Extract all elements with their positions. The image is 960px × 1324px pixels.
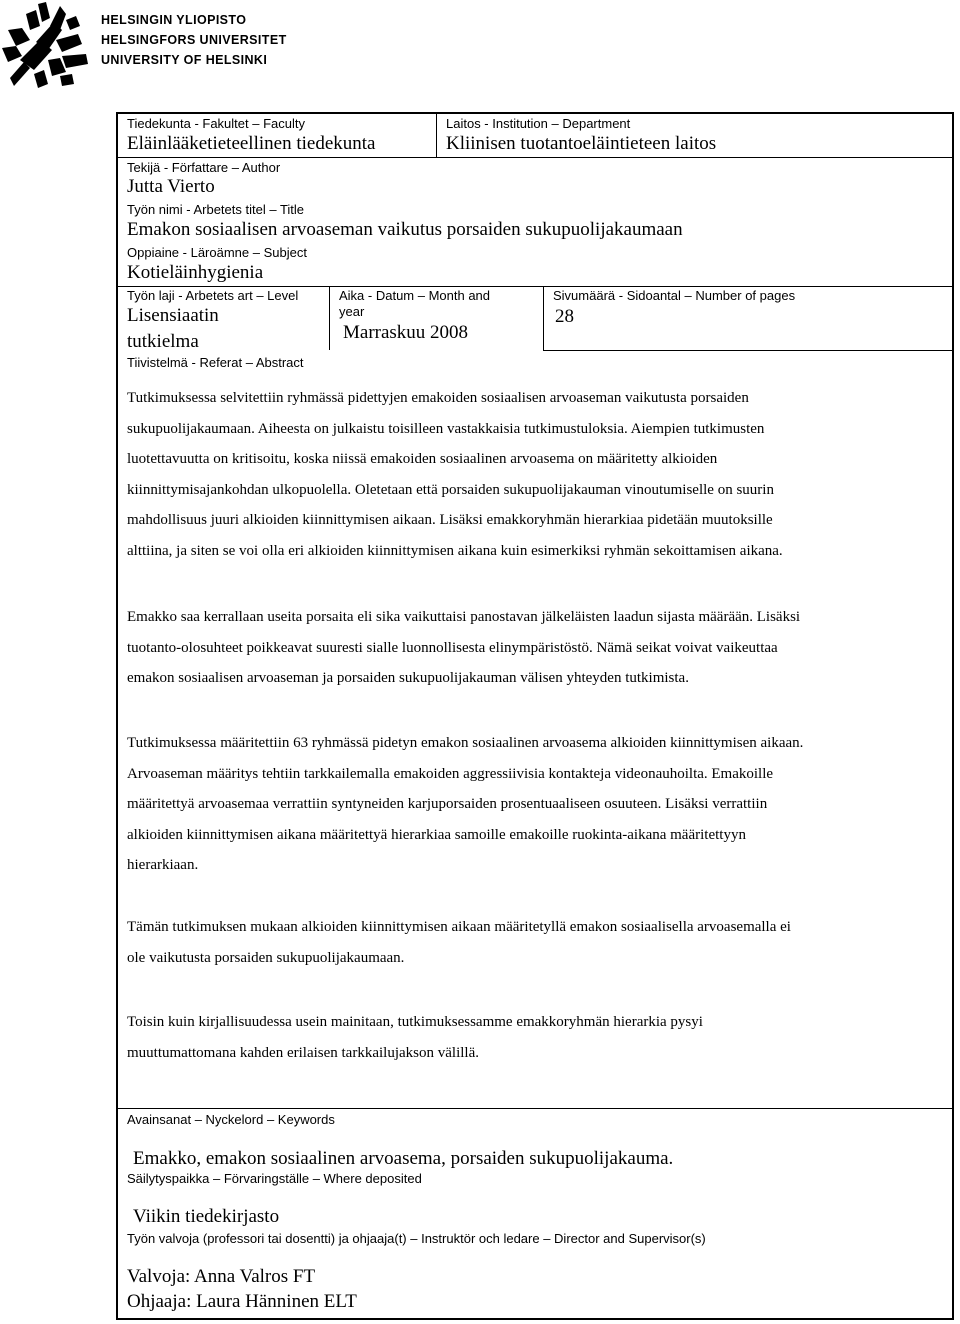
- university-logo: [0, 0, 287, 92]
- abstract-line: kiinnittymisajankohdan ulkopuolella. Oletetaan että porsaiden sukupuolijakauman vinoutumiselle on suurin: [127, 481, 774, 498]
- supervisor-line-1: Valvoja: Anna Valros FT: [127, 1266, 316, 1287]
- column-divider: [329, 286, 330, 350]
- title-label: Työn nimi - Arbetets titel – Title: [127, 202, 305, 217]
- deposited-label: Säilytyspaikka – Förvaringställe – Where deposited: [127, 1171, 422, 1186]
- subject-value: Kotieläinhygienia: [127, 262, 264, 283]
- column-divider: [436, 113, 437, 158]
- department-label: Laitos - Institution – Department: [446, 116, 631, 131]
- abstract-line: ole vaikutusta porsaiden sukupuolijakaumaan.: [127, 949, 405, 966]
- level-value-line1: Lisensiaatin: [127, 305, 219, 326]
- deposited-value: Viikin tiedekirjasto: [133, 1206, 280, 1227]
- abstract-line: luotettavuutta on kritisoitu, koska niissä emakoiden sosiaalinen arvoasema on määritetty alkioiden: [127, 451, 718, 468]
- column-divider: [543, 286, 544, 350]
- date-label-line1: Aika - Datum – Month and: [339, 288, 491, 303]
- row-divider: [118, 157, 953, 158]
- row-divider: [118, 286, 953, 287]
- faculty-label: Tiedekunta - Fakultet – Faculty: [127, 116, 305, 131]
- abstract-paragraph-5: [127, 1007, 942, 1068]
- abstract-line: mahdollisuus juuri alkioiden kiinnittymisen aikaan. Lisäksi emakkoryhmän hierarkiaa pidetään muutoksille: [127, 512, 773, 529]
- abstract-paragraph-1: [127, 383, 942, 567]
- level-label: Työn laji - Arbetets art – Level: [127, 288, 299, 303]
- pages-value: 28: [555, 306, 574, 327]
- abstract-paragraph-2: [127, 602, 942, 694]
- abstract-line: muuttumattomana kahden erilaisen tarkkailujakson välillä.: [127, 1044, 479, 1061]
- abstract-line: alkioiden kiinnittymisen aikana määritettyä hierarkiaa samoille emakoille ruokinta-aikana määritettyyn: [127, 826, 746, 843]
- keywords-value: Emakko, emakon sosiaalinen arvoasema, porsaiden sukupuolijakauma.: [133, 1148, 674, 1169]
- logo-line-1: HELSINGIN YLIOPISTO: [101, 13, 247, 27]
- abstract-line: alttiina, ja siten se voi olla eri alkioiden kiinnittymisen aikana kuin esimerkiksi ryhmän sekoittamisen aikana.: [127, 542, 783, 559]
- row-divider: [543, 350, 953, 351]
- abstract-line: Tutkimuksessa selvitettiin ryhmässä pidettyjen emakoiden sosiaalisen arvoaseman vaikutusta porsaiden: [127, 390, 749, 406]
- abstract-line: Arvoaseman määritys tehtiin tarkkailemalla emakoiden aggressiivisia kontakteja videonauhoilta. Emakoille: [127, 765, 774, 782]
- faculty-value: Eläinlääketieteellinen tiedekunta: [127, 133, 376, 154]
- date-value: Marraskuu 2008: [343, 322, 469, 343]
- pages-label: Sivumäärä - Sidoantal – Number of pages: [553, 288, 796, 303]
- date-label-line2: year: [339, 304, 365, 319]
- subject-label: Oppiaine - Läroämne – Subject: [127, 245, 307, 260]
- abstract-line: Tämän tutkimuksen mukaan alkioiden kiinnittymisen aikaan määritetyllä emakon sosiaalisella arvoasemalla ei: [127, 919, 791, 935]
- level-value-line2: tutkielma: [127, 331, 199, 352]
- logo-line-3: UNIVERSITY OF HELSINKI: [101, 53, 268, 67]
- abstract-paragraph-3: [127, 728, 942, 881]
- abstract-line: Emakko saa kerrallaan useita porsaita eli sika vaikuttaisi panostavan jälkeläisten laadun sijasta määrään. Lisäksi: [127, 609, 801, 625]
- department-value: Kliinisen tuotantoeläintieteen laitos: [446, 133, 717, 154]
- logo-line-2: HELSINGFORS UNIVERSITET: [101, 33, 287, 47]
- abstract-line: määritettyä arvoasemaa verrattiin syntyneiden karjuporsaiden prosentuaaliseen osuuteen. Lisäksi verrattiin: [127, 796, 768, 813]
- keywords-label: Avainsanat – Nyckelord – Keywords: [127, 1112, 335, 1127]
- supervisor-line-2: Ohjaaja: Laura Hänninen ELT: [127, 1291, 357, 1312]
- abstract-line: tuotanto-olosuhteet poikkeavat suuresti sialle luonnollisesta elinympäristöstö. Nämä seikat voivat vaikeuttaa: [127, 639, 778, 656]
- abstract-line: Tutkimuksessa määritettiin 63 ryhmässä pidetyn emakon sosiaalinen arvoasema alkioiden kiinnittymisen aikaan.: [127, 735, 804, 751]
- abstract-paragraph-4: [127, 912, 942, 973]
- abstract-line: sukupuolijakaumaan. Aiheesta on julkaistu toisilleen vastakkaisia tutkimustuloksia. Aiempien tutkimusten: [127, 420, 765, 437]
- abstract-line: hierarkiaan.: [127, 857, 199, 874]
- author-value: Jutta Vierto: [127, 176, 215, 197]
- row-divider: [118, 1108, 953, 1109]
- abstract-label: Tiivistelmä - Referat – Abstract: [127, 355, 304, 370]
- thesis-title: Emakon sosiaalisen arvoaseman vaikutus porsaiden sukupuolijakaumaan: [127, 219, 683, 240]
- supervisor-label: Työn valvoja (professori tai dosentti) ja ohjaaja(t) – Instruktör och ledare – Director and Supervisor(s): [127, 1231, 706, 1246]
- university-flame-icon: [0, 0, 96, 92]
- abstract-line: Toisin kuin kirjallisuudessa usein mainitaan, tutkimuksessamme emakkoryhmän hierarkia pysyi: [127, 1014, 703, 1030]
- abstract-line: emakon sosiaalisen arvoaseman ja porsaiden sukupuolijakauman välisen yhteyden tutkimista.: [127, 670, 689, 687]
- author-label: Tekijä - Författare – Author: [127, 160, 281, 175]
